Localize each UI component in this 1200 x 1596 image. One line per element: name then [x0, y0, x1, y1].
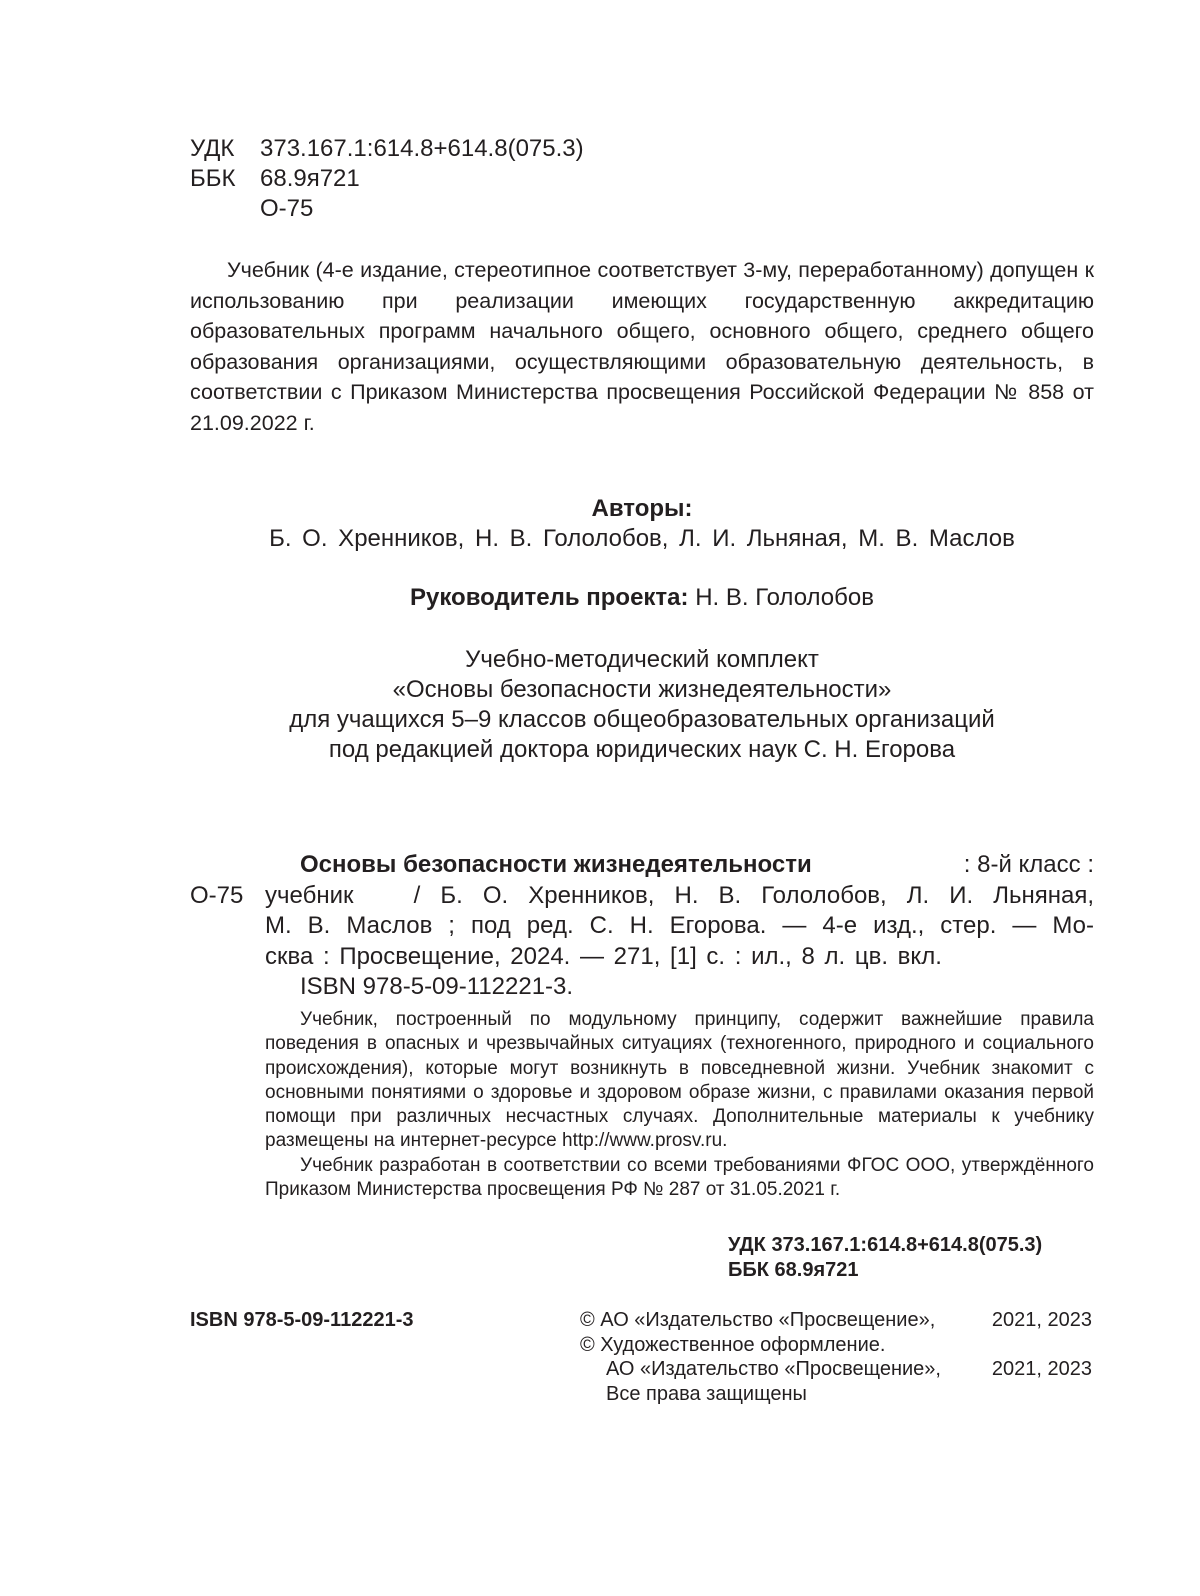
bibliographic-record	[190, 850, 1094, 1003]
author-mark: О-75	[260, 195, 314, 222]
bbk-code-right: ББК 68.9я721	[728, 1259, 859, 1281]
biblio-isbn: ISBN 978-5-09-112221-3.	[300, 973, 574, 1000]
udk-code-right: УДК 373.167.1:614.8+614.8(075.3)	[728, 1234, 1043, 1256]
classification-block	[190, 134, 584, 224]
project-leader	[190, 583, 1094, 613]
copyright-3-left: АО «Издательство «Просвещение»,	[606, 1358, 941, 1380]
authors-heading: Авторы:	[591, 495, 693, 522]
biblio-line1-rest: : 8-й класс :	[963, 851, 1094, 878]
kit-line-1: Учебно-методический комплект	[465, 646, 819, 673]
project-leader-label: Руководитель проекта:	[410, 584, 689, 611]
biblio-line-4: сква : Просвещение, 2024. — 271, [1] с. : ил., 8 л. цв. вкл.	[265, 942, 942, 970]
kit-line-3: для учащихся 5–9 классов общеобразовательных организаций	[289, 706, 995, 733]
copyright-3-right: 2021, 2023	[991, 1358, 1092, 1380]
approval-paragraph: Учебник (4-е издание, стереотипное соответствует 3-му, переработанному) допущен к использованию при реализации имеющих государственную аккредитацию образовательных программ начального общего, основного общего, среднего общего образования организациями, осуществляющими образовательную деятельность, в соответствии с Приказом Министерства просвещения Российской Федерации № 858 от 21.09.2022 г.	[190, 258, 1094, 435]
kit-line-4: под редакцией доктора юридических наук С. Н. Егорова	[328, 736, 956, 763]
biblio-line-3: М. В. Маслов ; под ред. С. Н. Егорова. — 4-е изд., стер. — Мо-	[265, 912, 1094, 939]
biblio-mark: О-75	[190, 881, 244, 909]
annotation-paragraph-2: Учебник разработан в соответствии со всеми требованиями ФГОС ООО, утверждённого Приказом Министерства просвещения РФ № 287 от 31.05.2021 г.	[265, 1154, 1094, 1201]
annotation-paragraph-1: Учебник, построенный по модульному принципу, содержит важнейшие правила поведения в опасных и чрезвычайных ситуациях (техногенного, природного и социального происхождения), которые могут возникнуть в повседневной жизни. Учебник знакомит с основными понятиями о здоровье и здоровом образе жизни, с правилами оказания первой помощи при различных несчастных случаях. Дополнительные материалы к учебнику размещены на интернет-ресурсе http://www.prosv.ru.	[265, 1009, 1094, 1152]
index-codes-right	[728, 1233, 1042, 1283]
bbk-label: ББК	[190, 165, 236, 192]
copyright-4: Все права защищены	[606, 1382, 807, 1405]
kit-line-2: «Основы безопасности жизнедеятельности»	[392, 676, 892, 703]
copyright-1-left: © АО «Издательство «Просвещение»,	[580, 1309, 936, 1331]
biblio-title: Основы безопасности жизнедеятельности	[300, 851, 812, 878]
udk-value: 373.167.1:614.8+614.8(075.3)	[260, 135, 584, 162]
isbn-bottom: ISBN 978-5-09-112221-3	[190, 1309, 414, 1331]
bbk-value: 68.9я721	[260, 165, 360, 192]
annotation	[265, 1008, 1094, 1202]
copyright-2: © Художественное оформление.	[580, 1333, 886, 1356]
biblio-line-2	[265, 881, 1094, 912]
project-leader-name: Н. В. Гололобов	[695, 584, 874, 611]
biblio-line-2-text: учебник / Б. О. Хренников, Н. В. Гололобов, Л. И. Льняная,	[265, 881, 1094, 909]
teaching-kit-block	[190, 645, 1094, 765]
authors-names: Б. О. Хренников, Н. В. Гололобов, Л. И. Льняная, М. В. Маслов	[269, 525, 1015, 552]
udk-label: УДК	[190, 135, 235, 162]
copyright-1-right: 2021, 2023	[991, 1309, 1092, 1331]
copyright-block	[580, 1308, 1092, 1406]
